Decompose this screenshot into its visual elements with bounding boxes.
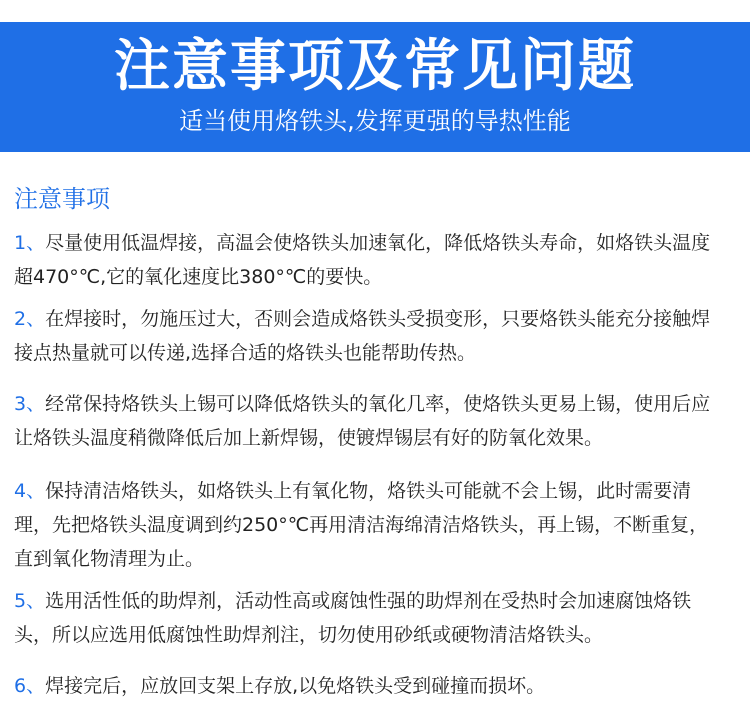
item-text: 尽量使用低温焊接，高温会使烙铁头加速氧化，降低烙铁头寿命，如烙铁头温度超470°℃,它的氧化速度比380°℃的要快。 bbox=[14, 232, 711, 288]
page-title: 注意事项及常见问题 bbox=[114, 34, 636, 99]
notice-item-1 bbox=[14, 226, 720, 294]
item-text: 选用活性低的助焊剂，活动性高或腐蚀性强的助焊剂在受热时会加速腐蚀烙铁头，所以应选用低腐蚀性助焊剂注，切勿使用砂纸或硬物清洁烙铁头。 bbox=[14, 590, 692, 646]
section-title: 注意事项 bbox=[14, 185, 110, 213]
item-number: 5、 bbox=[14, 590, 46, 612]
item-text: 经常保持烙铁头上锡可以降低烙铁头的氧化几率，使烙铁头更易上锡，使用后应让烙铁头温度稍微降低后加上新焊锡，使镀焊锡层有好的防氧化效果。 bbox=[14, 393, 711, 449]
item-text: 保持清洁烙铁头，如烙铁头上有氧化物，烙铁头可能就不会上锡，此时需要清理，先把烙铁头温度调到约250°℃再用清洁海绵清洁烙铁头，再上锡，不断重复，直到氧化物清理为止。 bbox=[14, 480, 709, 570]
item-number: 2、 bbox=[14, 308, 46, 330]
item-number: 1、 bbox=[14, 232, 46, 254]
item-text: 在焊接时，勿施压过大，否则会造成烙铁头受损变形，只要烙铁头能充分接触焊接点热量就可以传递,选择合适的烙铁头也能帮助传热。 bbox=[14, 308, 711, 364]
header-banner bbox=[0, 22, 750, 152]
page-subtitle: 适当使用烙铁头,发挥更强的导热性能 bbox=[179, 107, 571, 135]
item-text: 焊接完后，应放回支架上存放,以免烙铁头受到碰撞而损坏。 bbox=[45, 675, 546, 697]
notice-item-3 bbox=[14, 387, 720, 455]
notice-item-5 bbox=[14, 584, 720, 652]
item-number: 6、 bbox=[14, 675, 46, 697]
item-number: 4、 bbox=[14, 480, 46, 502]
notice-item-4 bbox=[14, 474, 720, 576]
notice-item-6 bbox=[14, 669, 720, 703]
item-number: 3、 bbox=[14, 393, 46, 415]
notice-item-2 bbox=[14, 302, 720, 370]
